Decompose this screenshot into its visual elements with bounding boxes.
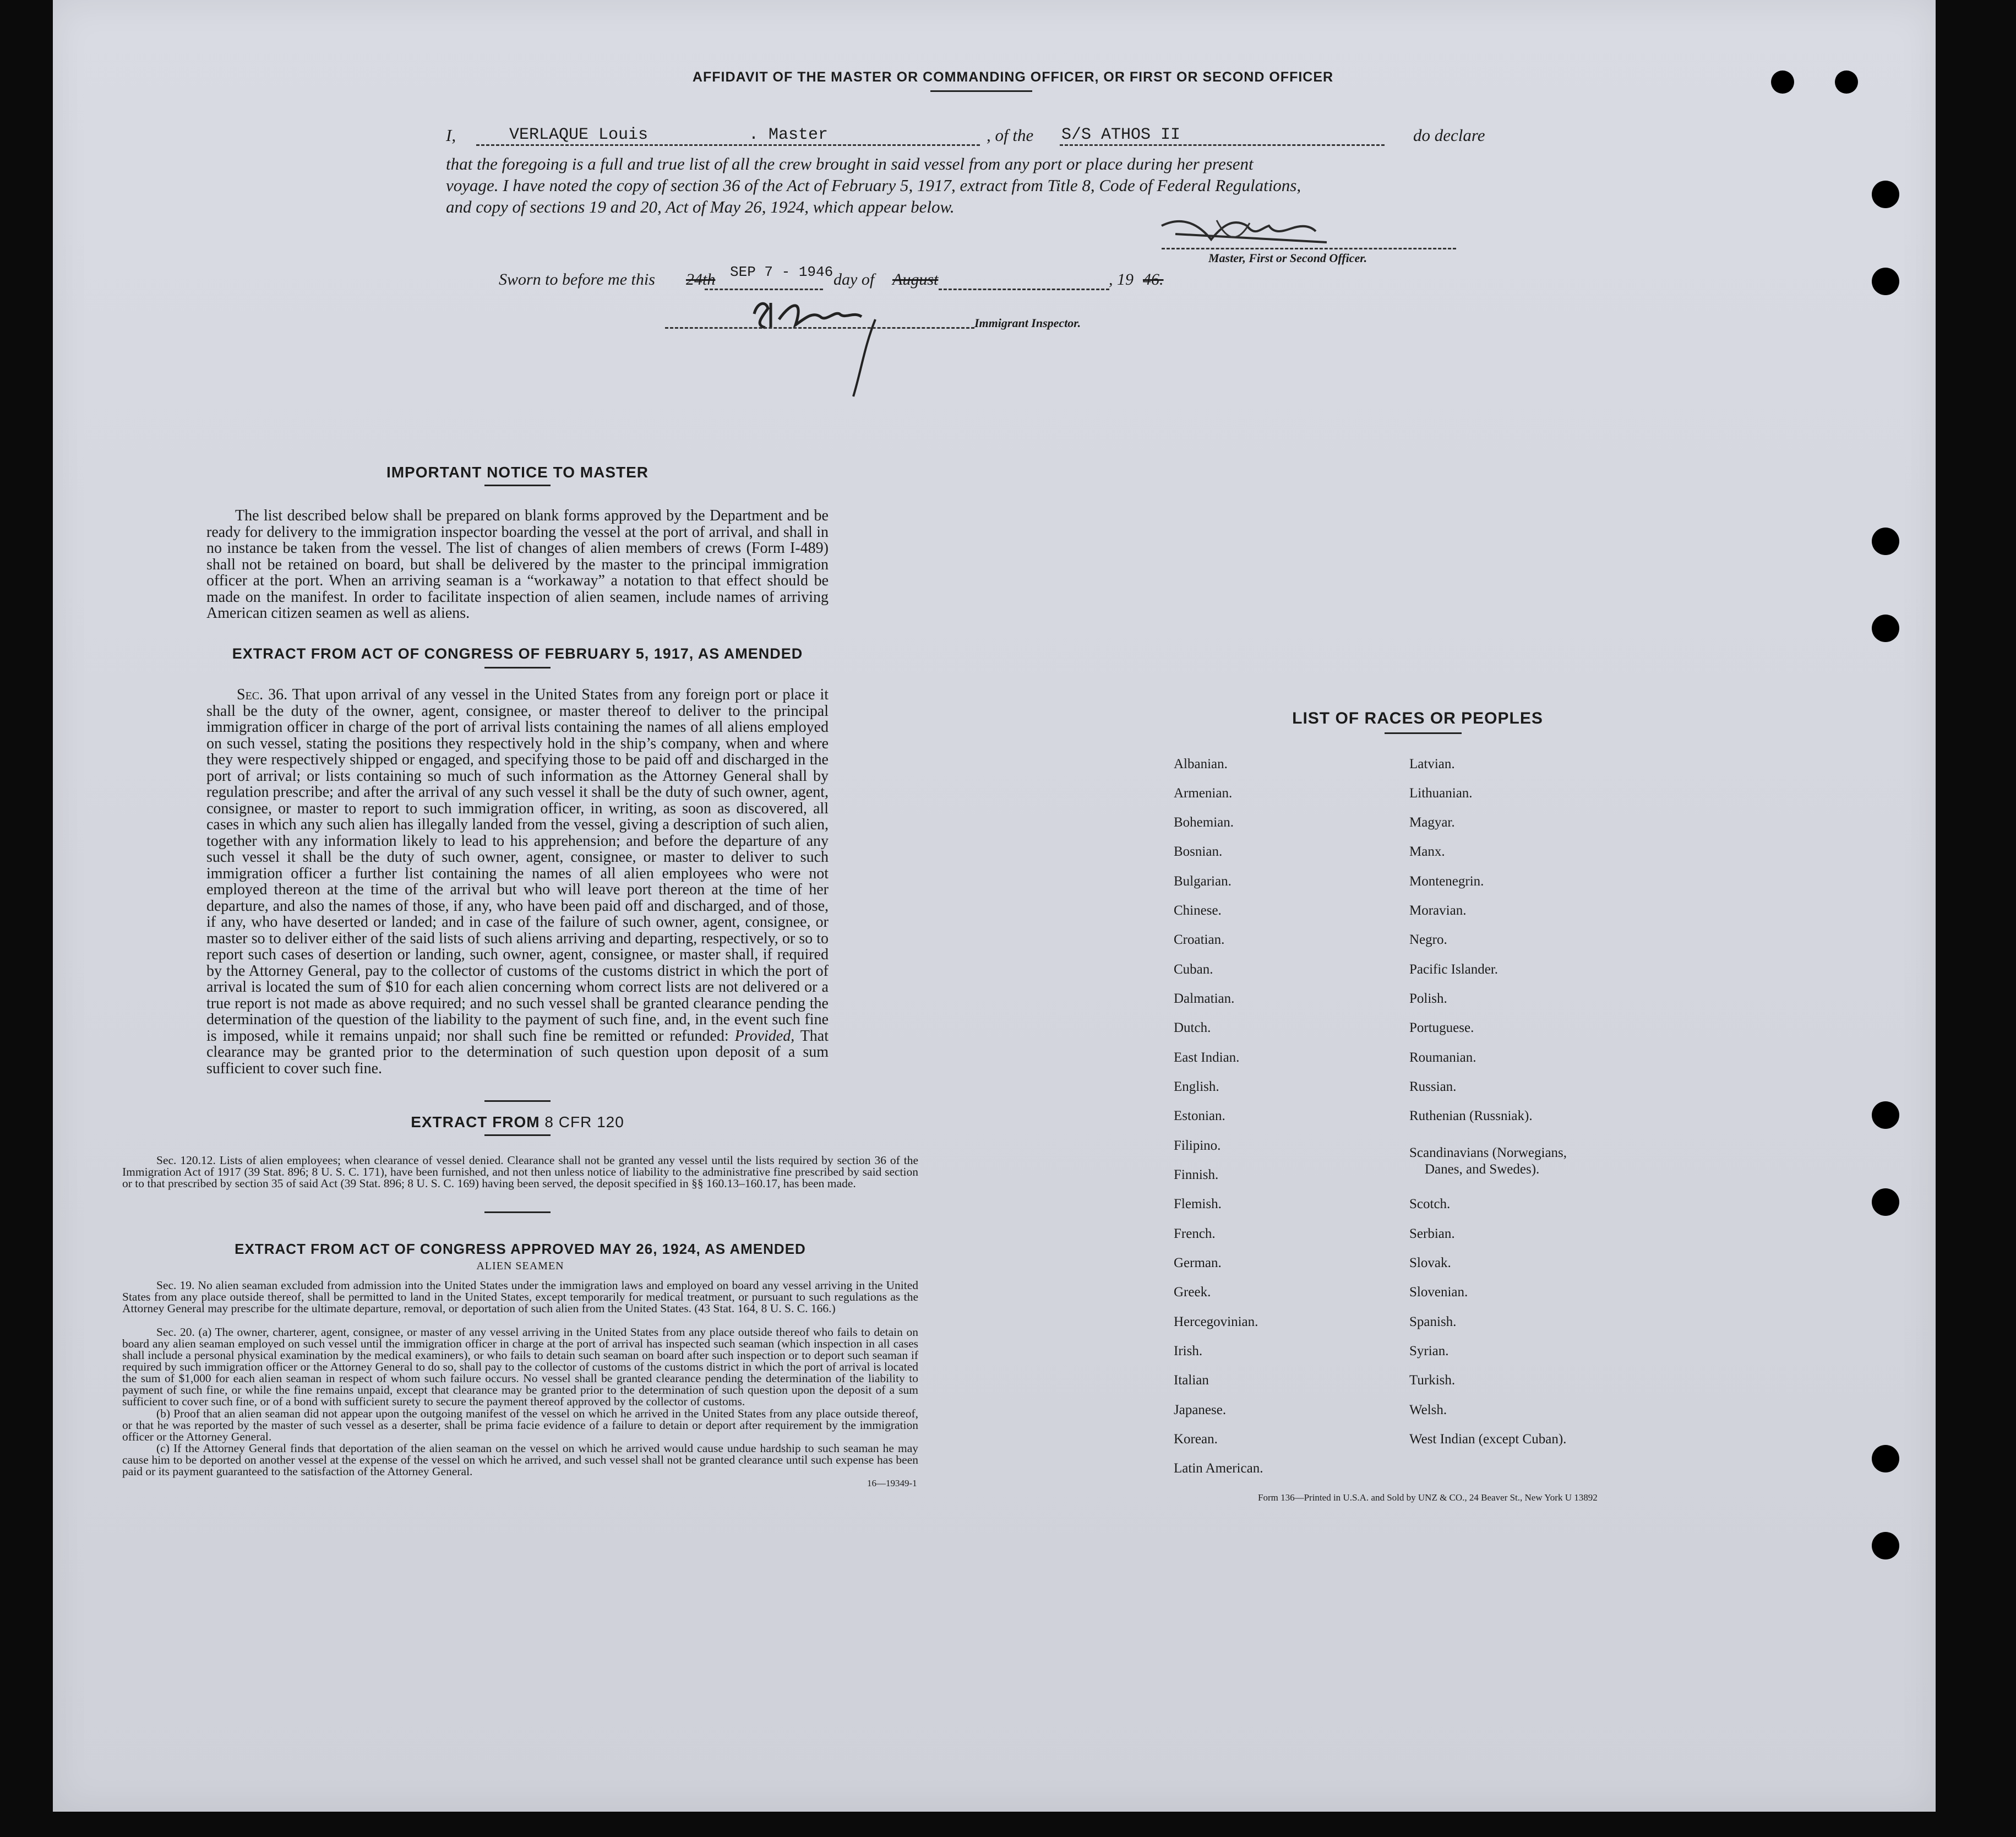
race-item: Serbian. (1409, 1226, 1455, 1241)
sec-20b-text: (b) Proof that an alien seaman did not appear upon the outgoing manifest of the vessel on which he arrived in the United States from any place outside thereof, or that he was reported by the master of such vessel as a deserter, shall be prima facie evidence of a failure to detain or deport after requirement by the immigration officer or the Attorney General. (122, 1407, 918, 1443)
race-item: Greek. (1174, 1285, 1211, 1300)
race-item: Albanian. (1174, 757, 1228, 771)
cfr-body: Sec. 120.12. Lists of alien employees; when clearance of vessel denied. Clearance shall not be granted any vessel until the lists required by section 36 of the Immigration Act of 1917 (39 Stat. 896; 8 U. S. C. 171), have been furnished, and not then unless notice of liability to the administrative fine prescribed by said section or to that prescribed by section 35 of said Act (39 Stat. 896; 8 U. S. C. 169) having been served, the deposit specified in §§ 160.13–160.17, has been made. (122, 1154, 918, 1190)
race-item: Roumanian. (1409, 1050, 1476, 1065)
inspector-signature (738, 286, 980, 402)
race-item: Negro. (1409, 932, 1447, 947)
year-prefix: , 19 (1109, 270, 1134, 289)
cfr-title-suffix: 8 CFR 120 (544, 1113, 624, 1131)
race-item: Dalmatian. (1174, 991, 1235, 1006)
date-stamp: SEP 7 - 1946 (730, 264, 833, 280)
race-item: Cuban. (1174, 962, 1213, 977)
race-item: Scotch. (1409, 1197, 1451, 1211)
race-item: Danes, and Swedes). (1425, 1162, 1540, 1177)
cfr-title-prefix: EXTRACT FROM (411, 1113, 540, 1131)
race-item: Magyar. (1409, 815, 1455, 830)
alien-seamen-subtitle: ALIEN SEAMEN (476, 1260, 564, 1272)
of-the-label: , of the (987, 126, 1034, 145)
binder-hole (1872, 528, 1899, 555)
master-rank: . Master (749, 126, 829, 144)
binder-hole (1872, 615, 1899, 642)
race-item: Lithuanian. (1409, 786, 1473, 801)
races-title-underline (1385, 732, 1462, 734)
race-item: Latvian. (1409, 757, 1455, 771)
race-item: Portuguese. (1409, 1020, 1474, 1035)
race-item: Slovak. (1409, 1256, 1451, 1270)
cfr-title-underline (484, 1134, 551, 1136)
sworn-day: 24th (686, 270, 716, 289)
notice-title-underline (484, 485, 551, 486)
binder-hole (1872, 181, 1899, 208)
race-item: Montenegrin. (1409, 874, 1484, 889)
cfr-title (206, 1113, 829, 1131)
race-item: Filipino. (1174, 1138, 1221, 1153)
day-of-label: day of (833, 270, 875, 289)
race-item: Japanese. (1174, 1403, 1227, 1417)
master-signature (1151, 209, 1349, 253)
proviso-label: Provided, (734, 1027, 795, 1045)
race-item: Flemish. (1174, 1197, 1222, 1211)
race-item: East Indian. (1174, 1050, 1240, 1065)
race-item: West Indian (except Cuban). (1409, 1432, 1567, 1447)
race-item: Welsh. (1409, 1403, 1447, 1417)
vessel-name: S/S ATHOS II (1061, 126, 1181, 144)
sec-36-text: That upon arrival of any vessel in the United States from any foreign port or place it shall be the duty of the owner, agent, consignee, or master thereof to deliver to the principal immigration officer in charge of the port of arrival lists containing the names of all aliens employed on such vessel, stating the positions they respectively hold in the ship’s company, when and where they were respectively shipped or engaged, and specifying those to be paid off and discharged in the port of arrival; or lists containing so much of such information as the Attorney General shall by regulation prescribe; and after the arrival of any such vessel it shall be the duty of such owner, agent, consignee, or master to report to such immigration officer, in writing, as soon as discovered, all cases in which any such alien has illegally landed from the vessel, giving a description of such alien, together with any information likely to lead to his apprehension; and before the departure of any such vessel it shall be the duty of such owner, agent, consignee, or master to deliver to such immigration officer a further list containing the names of all alien employees who were not employed thereon at the time of the arrival but who will leave port thereon at the time of her departure, and also the names of those, if any, who have been paid off and discharged, and of those, if any, who have deserted or landed; and in case of the failure of such owner, agent, consignee, or master so to deliver either of the said lists of such aliens arriving and departing, respectively, or so to report such cases of desertion or landing, such owner, agent, consignee, or master shall, if required by the Attorney General, pay to the collector of customs of the customs district in which the port of arrival is located the sum of $10 for each alien concerning whom correct lists are not delivered or a true report is not made as above required; and no such vessel shall be granted clearance pending the determination of the question of the liability to the payment of such fine, and, in the event such fine is imposed, while it remains unpaid; nor shall such fine be remitted or refunded: (206, 686, 829, 1045)
pronoun: I, (446, 126, 456, 145)
race-item: Bohemian. (1174, 815, 1234, 830)
affidavit-line-2: that the foregoing is a full and true list of all the crew brought in said vessel from any port or place during her present (446, 154, 1254, 173)
extract-1924-title: EXTRACT FROM ACT OF CONGRESS APPROVED MAY 26, 1924, AS AMENDED (235, 1241, 806, 1257)
binder-hole (1872, 1101, 1899, 1129)
sworn-prefix: Sworn to before me this (499, 270, 655, 289)
race-item: Croatian. (1174, 932, 1225, 947)
year-suffix: 46. (1143, 270, 1164, 289)
notice-body: The list described below shall be prepared on blank forms approved by the Department and be ready for delivery to the immigration inspector boarding the vessel at the port of arrival, and shall in no instance be taken from the vessel. The list of changes of alien members of crews (Form I-489) shall not be retained on board, but shall be delivered by the master to the principal immigration officer at the port. When an arriving seaman is a “workaway” a notation to that effect should be made on the manifest. In order to facilitate inspection of alien seamen, include names of arriving American citizen seamen as well as aliens. (206, 507, 829, 622)
binder-hole (1872, 268, 1899, 295)
cfr-top-rule (484, 1100, 551, 1102)
affidavit-title: AFFIDAVIT OF THE MASTER OR COMMANDING OFFICER, OR FIRST OR SECOND OFFICER (692, 69, 1334, 85)
race-item: Irish. (1174, 1344, 1203, 1358)
race-item: Scandinavians (Norwegians, (1409, 1145, 1567, 1160)
binder-hole (1872, 1532, 1899, 1559)
sec-20c-text: (c) If the Attorney General finds that deportation of the alien seaman on the vessel on which he arrived would cause undue hardship to such seaman he may cause him to be deported on another vessel at the expense of the vessel on which he arrived, and such vessel shall not be granted clearance until such expense has been paid or its payment guaranteed to the satisfaction of the Attorney General. (122, 1442, 918, 1478)
race-item: Armenian. (1174, 786, 1233, 801)
cfr-bottom-rule (484, 1211, 551, 1213)
printer-note: Form 136—Printed in U.S.A. and Sold by UNZ & CO., 24 Beaver St., New York U 13892 (1258, 1492, 1598, 1503)
race-item: Manx. (1409, 844, 1445, 859)
race-item: Polish. (1409, 991, 1447, 1006)
extract-1917-underline (484, 667, 551, 669)
race-item: Dutch. (1174, 1020, 1211, 1035)
proviso-text: That clearance may be granted prior to the determination of such question upon deposit of a sum sufficient to cover such fine. (206, 1027, 829, 1077)
race-item: English. (1174, 1079, 1219, 1094)
sec-36-label: Sec. 36. (237, 686, 288, 703)
binder-hole (1872, 1445, 1899, 1472)
race-item: Italian (1174, 1373, 1209, 1388)
binder-hole (1835, 70, 1858, 94)
affidavit-line-3: voyage. I have noted the copy of section 36 of the Act of February 5, 1917, extract from Title 8, Code of Federal Regulations, (446, 176, 1301, 195)
vessel-blank (1060, 144, 1385, 146)
race-item: Russian. (1409, 1079, 1457, 1094)
race-item: Estonian. (1174, 1108, 1225, 1123)
race-item: Turkish. (1409, 1373, 1456, 1388)
race-item: Spanish. (1409, 1314, 1457, 1329)
race-item: Slovenian. (1409, 1285, 1468, 1300)
do-declare-label: do declare (1413, 126, 1485, 145)
master-signature-line (1162, 248, 1456, 249)
extract-1917-title: EXTRACT FROM ACT OF CONGRESS OF FEBRUARY 5, 1917, AS AMENDED (232, 645, 803, 662)
race-item: Hercegovinian. (1174, 1314, 1258, 1329)
binder-hole (1771, 70, 1794, 94)
sec-19-text: Sec. 19. No alien seaman excluded from admission into the United States under the immigration laws and employed on board any vessel arriving in the United States from any place outside thereof, shall be permitted to land in the United States, except temporarily for medical treatment, or pursuant to such regulations as the Attorney General may prescribe for the ultimate departure, removal, or deportation of such alien from the United States. (43 Stat. 164, 8 U. S. C. 166.) (122, 1279, 918, 1315)
race-item: Finnish. (1174, 1167, 1219, 1182)
binder-hole (1872, 1188, 1899, 1216)
notice-title: IMPORTANT NOTICE TO MASTER (386, 464, 649, 481)
race-item: Chinese. (1174, 903, 1222, 918)
race-item: Syrian. (1409, 1344, 1449, 1358)
race-item: Pacific Islander. (1409, 962, 1499, 977)
affidavit-title-underline (930, 90, 1032, 92)
races-title: LIST OF RACES OR PEOPLES (1292, 709, 1543, 727)
affidavit-line-4: and copy of sections 19 and 20, Act of May 26, 1924, which appear below. (446, 197, 955, 216)
sec-20a-text: Sec. 20. (a) The owner, charterer, agent, consignee, or master of any vessel arriving in the United States from any place outside thereof who fails to detain on board any alien seaman employed on such vessel until the immigration officer in charge at the port of arrival has inspected such seaman (which inspection in all cases shall include a personal physical examination by the medical examiners), or who fails to detain such seaman on board after such inspection or to deport such seaman if required by such immigration officer or the Attorney General to do so, shall pay to the collector of customs of the customs district in which the port of arrival is located the sum of $1,000 for each alien seaman in respect of whom such failure occurs. No vessel shall be granted clearance pending the determination of the liability to payment of such fine, or while the fine remains unpaid, except that clearance may be granted prior to the determination of such question upon the deposit of a sum sufficient to cover such fine, or of a bond with sufficient surety to secure the payment thereof approved by the collector of customs. (122, 1325, 918, 1408)
race-item: French. (1174, 1226, 1216, 1241)
name-blank (476, 144, 980, 146)
race-item: Bosnian. (1174, 844, 1223, 859)
race-item: Latin American. (1174, 1461, 1263, 1476)
race-item: Bulgarian. (1174, 874, 1232, 889)
form-code: 16—19349-1 (867, 1478, 917, 1488)
inspector-signature-line (665, 327, 974, 329)
inspector-caption: Immigrant Inspector. (974, 316, 1081, 330)
race-item: German. (1174, 1256, 1222, 1270)
extract-1917-body (206, 687, 829, 1077)
race-item: Moravian. (1409, 903, 1467, 918)
sworn-month: August (892, 270, 939, 289)
officer-caption: Master, First or Second Officer. (1208, 251, 1367, 265)
race-item: Ruthenian (Russniak). (1409, 1108, 1533, 1123)
race-item: Korean. (1174, 1432, 1218, 1447)
master-name: VERLAQUE Louis (509, 126, 649, 144)
